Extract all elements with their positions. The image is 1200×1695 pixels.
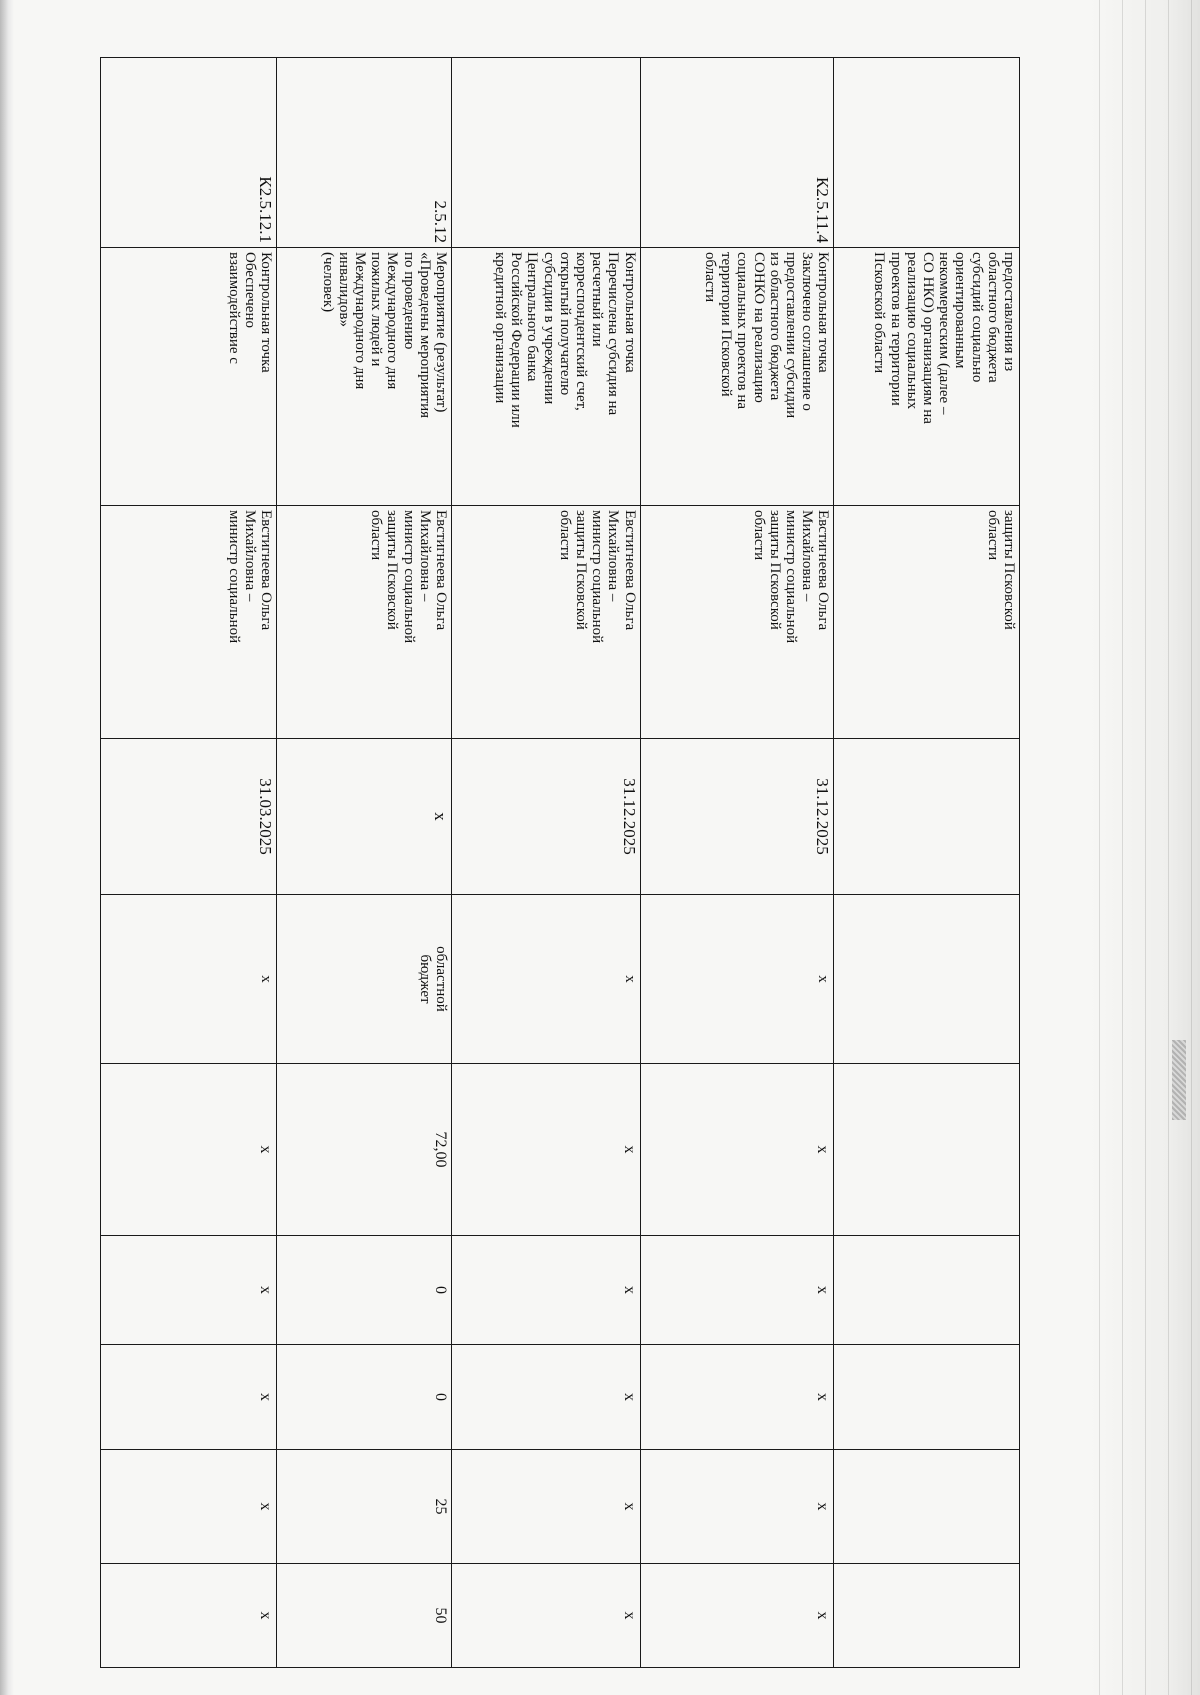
row-value-3: 25: [277, 1450, 451, 1564]
row-deadline: 31.12.2025: [640, 739, 834, 895]
row-value-2: [834, 1345, 1020, 1450]
row-description: Контрольная точка Перечислена субсидия на расчетный или корреспондентский счет, открытый получателю субсидии в учреждении Центрального банка Российской Федерации или кредитной организации: [451, 248, 640, 506]
row-responsible: Евстигнеева Ольга Михайловна – министр социальной защиты Псковской области: [451, 506, 640, 739]
row-value-1: 0: [277, 1236, 451, 1345]
row-amount: [834, 1064, 1020, 1236]
row-value-2: x: [640, 1345, 834, 1450]
scan-edge-right: [1090, 0, 1200, 1695]
table-body: [101, 58, 1020, 1668]
table-row: [451, 58, 640, 1668]
row-value-1: x: [101, 1236, 278, 1345]
row-value-2: 0: [277, 1345, 451, 1450]
row-code: 2.5.12: [277, 58, 451, 248]
scan-artifact: [1172, 1040, 1186, 1120]
row-value-2: x: [451, 1345, 640, 1450]
table-row: [101, 58, 278, 1668]
row-responsible: Евстигнеева Ольга Михайловна – министр социальной: [101, 506, 278, 739]
row-responsible: Евстигнеева Ольга Михайловна – министр социальной защиты Псковской области: [277, 506, 451, 739]
row-funding-source: областной бюджет: [277, 895, 451, 1064]
row-value-4: x: [640, 1564, 834, 1668]
row-amount: x: [101, 1064, 278, 1236]
rotated-document-page: [100, 57, 1020, 1667]
row-value-3: [834, 1450, 1020, 1564]
row-funding-source: x: [101, 895, 278, 1064]
row-funding-source: x: [451, 895, 640, 1064]
row-deadline: [834, 739, 1020, 895]
row-value-4: x: [451, 1564, 640, 1668]
row-amount: 72,00: [277, 1064, 451, 1236]
row-code: [834, 58, 1020, 248]
row-description: предоставления из областного бюджета субсидий социально ориентированным некоммерческим (далее – СО НКО) организациям на реализацию социальных проектов на территории Псковской области: [834, 248, 1020, 506]
row-description: Мероприятие (результат) «Проведены мероприятия по проведению Международного дня пожилых людей и Международного дня инвалидов» (человек): [277, 248, 451, 506]
row-responsible: Евстигнеева Ольга Михайловна – министр социальной защиты Псковской области: [640, 506, 834, 739]
row-amount: x: [451, 1064, 640, 1236]
row-description: Контрольная точка Обеспечено взаимодействие с: [101, 248, 278, 506]
row-value-4: 50: [277, 1564, 451, 1668]
row-value-3: x: [451, 1450, 640, 1564]
row-value-4: x: [101, 1564, 278, 1668]
row-value-1: x: [640, 1236, 834, 1345]
table-row: [277, 58, 451, 1668]
row-value-4: [834, 1564, 1020, 1668]
scan-edge-left: [0, 0, 14, 1695]
row-responsible: защиты Псковской области: [834, 506, 1020, 739]
row-value-3: x: [640, 1450, 834, 1564]
row-code: [451, 58, 640, 248]
table-row: [834, 58, 1020, 1668]
row-value-1: x: [451, 1236, 640, 1345]
row-funding-source: [834, 895, 1020, 1064]
row-value-2: x: [101, 1345, 278, 1450]
row-deadline: x: [277, 739, 451, 895]
row-code: К2.5.12.1: [101, 58, 278, 248]
row-description: Контрольная точка Заключено соглашение о предоставлении субсидии из областного бюджета СОНКО на реализацию социальных проектов на территории Псковской области: [640, 248, 834, 506]
row-funding-source: x: [640, 895, 834, 1064]
row-deadline: 31.03.2025: [101, 739, 278, 895]
row-amount: x: [640, 1064, 834, 1236]
row-code: К2.5.11.4: [640, 58, 834, 248]
table-row: [640, 58, 834, 1668]
row-value-1: [834, 1236, 1020, 1345]
row-deadline: 31.12.2025: [451, 739, 640, 895]
plan-table: [100, 57, 1020, 1668]
row-value-3: x: [101, 1450, 278, 1564]
